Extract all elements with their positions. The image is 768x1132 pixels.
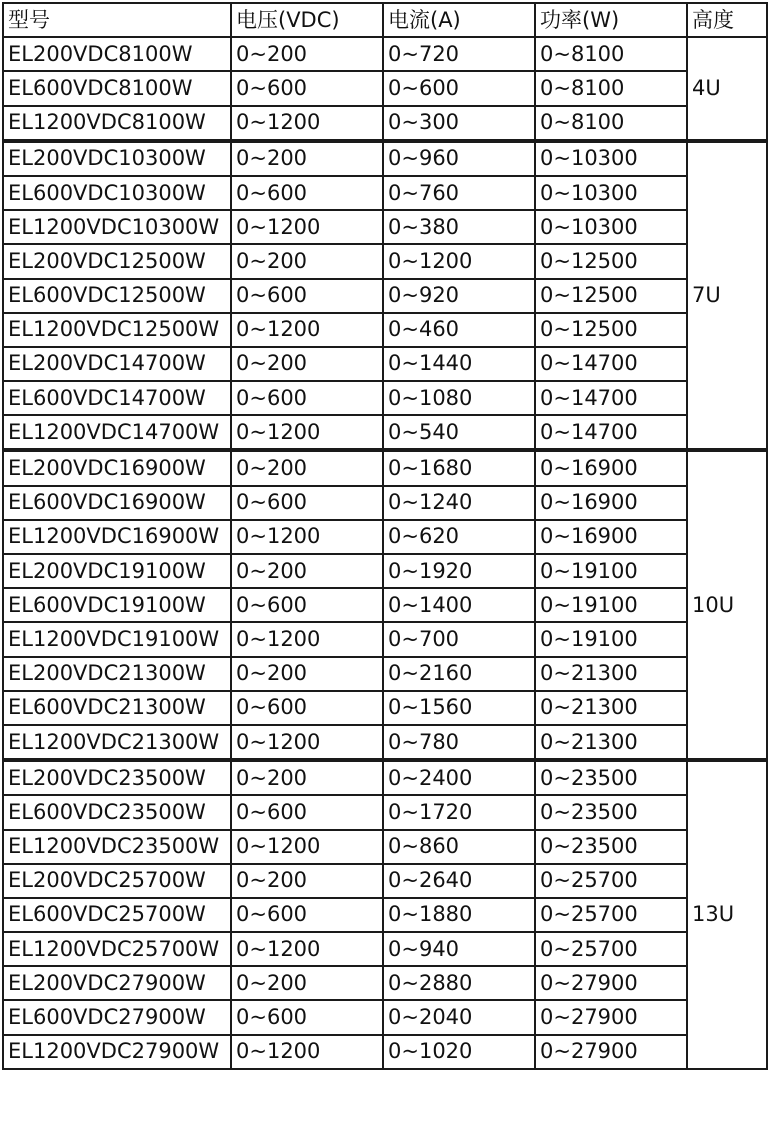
table-row: [3, 622, 767, 656]
cell-model: EL1200VDC25700W: [3, 932, 231, 966]
table-row: [3, 381, 767, 415]
table-body: [3, 37, 767, 1069]
header-model: 型号: [3, 3, 231, 37]
header-row: [3, 3, 767, 37]
table-row: [3, 588, 767, 622]
cell-model: EL1200VDC12500W: [3, 313, 231, 347]
cell-voltage: 0~200: [231, 760, 383, 795]
cell-power: 0~23500: [535, 830, 687, 864]
cell-power: 0~10300: [535, 141, 687, 176]
cell-height: 10U: [687, 450, 767, 760]
table-row: [3, 898, 767, 932]
cell-model: EL1200VDC23500W: [3, 830, 231, 864]
table-row: [3, 554, 767, 588]
table-row: [3, 176, 767, 210]
cell-model: EL200VDC19100W: [3, 554, 231, 588]
cell-model: EL600VDC12500W: [3, 279, 231, 313]
cell-current: 0~780: [383, 725, 535, 760]
cell-voltage: 0~1200: [231, 932, 383, 966]
cell-voltage: 0~200: [231, 657, 383, 691]
table-row: [3, 795, 767, 829]
cell-current: 0~1920: [383, 554, 535, 588]
cell-voltage: 0~200: [231, 864, 383, 898]
table-row: [3, 71, 767, 105]
cell-power: 0~12500: [535, 244, 687, 278]
cell-model: EL200VDC12500W: [3, 244, 231, 278]
cell-current: 0~2040: [383, 1000, 535, 1034]
cell-current: 0~2640: [383, 864, 535, 898]
table-row: [3, 657, 767, 691]
cell-voltage: 0~1200: [231, 520, 383, 554]
cell-model: EL600VDC27900W: [3, 1000, 231, 1034]
cell-model: EL600VDC23500W: [3, 795, 231, 829]
cell-current: 0~1880: [383, 898, 535, 932]
cell-model: EL200VDC25700W: [3, 864, 231, 898]
cell-voltage: 0~600: [231, 71, 383, 105]
cell-model: EL600VDC14700W: [3, 381, 231, 415]
table-row: [3, 864, 767, 898]
cell-current: 0~860: [383, 830, 535, 864]
cell-voltage: 0~600: [231, 898, 383, 932]
cell-current: 0~1080: [383, 381, 535, 415]
cell-current: 0~2880: [383, 966, 535, 1000]
cell-voltage: 0~1200: [231, 415, 383, 450]
cell-model: EL200VDC16900W: [3, 450, 231, 485]
cell-power: 0~14700: [535, 347, 687, 381]
cell-height: 4U: [687, 37, 767, 141]
cell-power: 0~27900: [535, 1000, 687, 1034]
cell-current: 0~760: [383, 176, 535, 210]
cell-height: 13U: [687, 760, 767, 1069]
cell-current: 0~1240: [383, 486, 535, 520]
cell-voltage: 0~600: [231, 381, 383, 415]
cell-model: EL600VDC16900W: [3, 486, 231, 520]
table-row: [3, 210, 767, 244]
cell-current: 0~1680: [383, 450, 535, 485]
cell-power: 0~27900: [535, 966, 687, 1000]
cell-voltage: 0~200: [231, 554, 383, 588]
header-power: 功率(W): [535, 3, 687, 37]
table-row: [3, 141, 767, 176]
cell-power: 0~12500: [535, 313, 687, 347]
table-row: [3, 966, 767, 1000]
cell-current: 0~920: [383, 279, 535, 313]
cell-current: 0~380: [383, 210, 535, 244]
cell-power: 0~23500: [535, 760, 687, 795]
cell-voltage: 0~600: [231, 588, 383, 622]
cell-voltage: 0~600: [231, 795, 383, 829]
cell-current: 0~1200: [383, 244, 535, 278]
cell-current: 0~620: [383, 520, 535, 554]
cell-height: 7U: [687, 141, 767, 451]
cell-current: 0~300: [383, 106, 535, 141]
cell-model: EL1200VDC16900W: [3, 520, 231, 554]
header-height: 高度: [687, 3, 767, 37]
cell-power: 0~14700: [535, 415, 687, 450]
table-row: [3, 279, 767, 313]
header-current: 电流(A): [383, 3, 535, 37]
cell-current: 0~1020: [383, 1035, 535, 1069]
table-row: [3, 760, 767, 795]
cell-model: EL1200VDC27900W: [3, 1035, 231, 1069]
cell-power: 0~21300: [535, 725, 687, 760]
cell-model: EL200VDC8100W: [3, 37, 231, 71]
table-row: [3, 1000, 767, 1034]
table-header: [3, 3, 767, 37]
cell-model: EL200VDC21300W: [3, 657, 231, 691]
cell-current: 0~1400: [383, 588, 535, 622]
cell-voltage: 0~200: [231, 347, 383, 381]
cell-power: 0~25700: [535, 932, 687, 966]
cell-voltage: 0~200: [231, 244, 383, 278]
cell-current: 0~1440: [383, 347, 535, 381]
header-voltage: 电压(VDC): [231, 3, 383, 37]
cell-current: 0~460: [383, 313, 535, 347]
cell-current: 0~960: [383, 141, 535, 176]
cell-voltage: 0~1200: [231, 313, 383, 347]
cell-power: 0~23500: [535, 795, 687, 829]
cell-power: 0~25700: [535, 864, 687, 898]
table-row: [3, 486, 767, 520]
cell-power: 0~10300: [535, 210, 687, 244]
cell-voltage: 0~600: [231, 486, 383, 520]
cell-voltage: 0~600: [231, 176, 383, 210]
cell-model: EL200VDC10300W: [3, 141, 231, 176]
table-row: [3, 37, 767, 71]
cell-model: EL600VDC8100W: [3, 71, 231, 105]
cell-power: 0~16900: [535, 520, 687, 554]
cell-power: 0~12500: [535, 279, 687, 313]
cell-power: 0~19100: [535, 588, 687, 622]
cell-voltage: 0~600: [231, 691, 383, 725]
cell-current: 0~2400: [383, 760, 535, 795]
cell-model: EL1200VDC8100W: [3, 106, 231, 141]
table-row: [3, 450, 767, 485]
cell-power: 0~8100: [535, 106, 687, 141]
cell-power: 0~25700: [535, 898, 687, 932]
cell-voltage: 0~200: [231, 141, 383, 176]
spec-table: [2, 2, 768, 1070]
cell-current: 0~540: [383, 415, 535, 450]
cell-model: EL1200VDC21300W: [3, 725, 231, 760]
cell-power: 0~21300: [535, 691, 687, 725]
cell-power: 0~14700: [535, 381, 687, 415]
cell-power: 0~16900: [535, 450, 687, 485]
cell-model: EL600VDC21300W: [3, 691, 231, 725]
table-row: [3, 520, 767, 554]
table-row: [3, 1035, 767, 1069]
cell-voltage: 0~600: [231, 1000, 383, 1034]
cell-model: EL1200VDC14700W: [3, 415, 231, 450]
cell-power: 0~19100: [535, 554, 687, 588]
table-row: [3, 725, 767, 760]
cell-voltage: 0~1200: [231, 106, 383, 141]
cell-model: EL600VDC19100W: [3, 588, 231, 622]
table-row: [3, 313, 767, 347]
cell-current: 0~720: [383, 37, 535, 71]
cell-power: 0~10300: [535, 176, 687, 210]
cell-current: 0~2160: [383, 657, 535, 691]
cell-model: EL1200VDC19100W: [3, 622, 231, 656]
table-row: [3, 106, 767, 141]
cell-power: 0~21300: [535, 657, 687, 691]
table-row: [3, 932, 767, 966]
cell-power: 0~27900: [535, 1035, 687, 1069]
cell-power: 0~8100: [535, 37, 687, 71]
cell-model: EL1200VDC10300W: [3, 210, 231, 244]
table-row: [3, 244, 767, 278]
cell-current: 0~700: [383, 622, 535, 656]
cell-current: 0~940: [383, 932, 535, 966]
table-row: [3, 415, 767, 450]
cell-model: EL200VDC23500W: [3, 760, 231, 795]
cell-voltage: 0~200: [231, 37, 383, 71]
table-row: [3, 691, 767, 725]
cell-voltage: 0~200: [231, 450, 383, 485]
cell-power: 0~8100: [535, 71, 687, 105]
cell-voltage: 0~200: [231, 966, 383, 1000]
cell-model: EL600VDC10300W: [3, 176, 231, 210]
cell-voltage: 0~1200: [231, 210, 383, 244]
cell-model: EL200VDC14700W: [3, 347, 231, 381]
cell-power: 0~19100: [535, 622, 687, 656]
cell-voltage: 0~600: [231, 279, 383, 313]
cell-voltage: 0~1200: [231, 622, 383, 656]
cell-current: 0~600: [383, 71, 535, 105]
cell-model: EL200VDC27900W: [3, 966, 231, 1000]
cell-current: 0~1720: [383, 795, 535, 829]
cell-model: EL600VDC25700W: [3, 898, 231, 932]
cell-voltage: 0~1200: [231, 1035, 383, 1069]
cell-voltage: 0~1200: [231, 725, 383, 760]
cell-voltage: 0~1200: [231, 830, 383, 864]
table-row: [3, 347, 767, 381]
table-row: [3, 830, 767, 864]
cell-power: 0~16900: [535, 486, 687, 520]
cell-current: 0~1560: [383, 691, 535, 725]
